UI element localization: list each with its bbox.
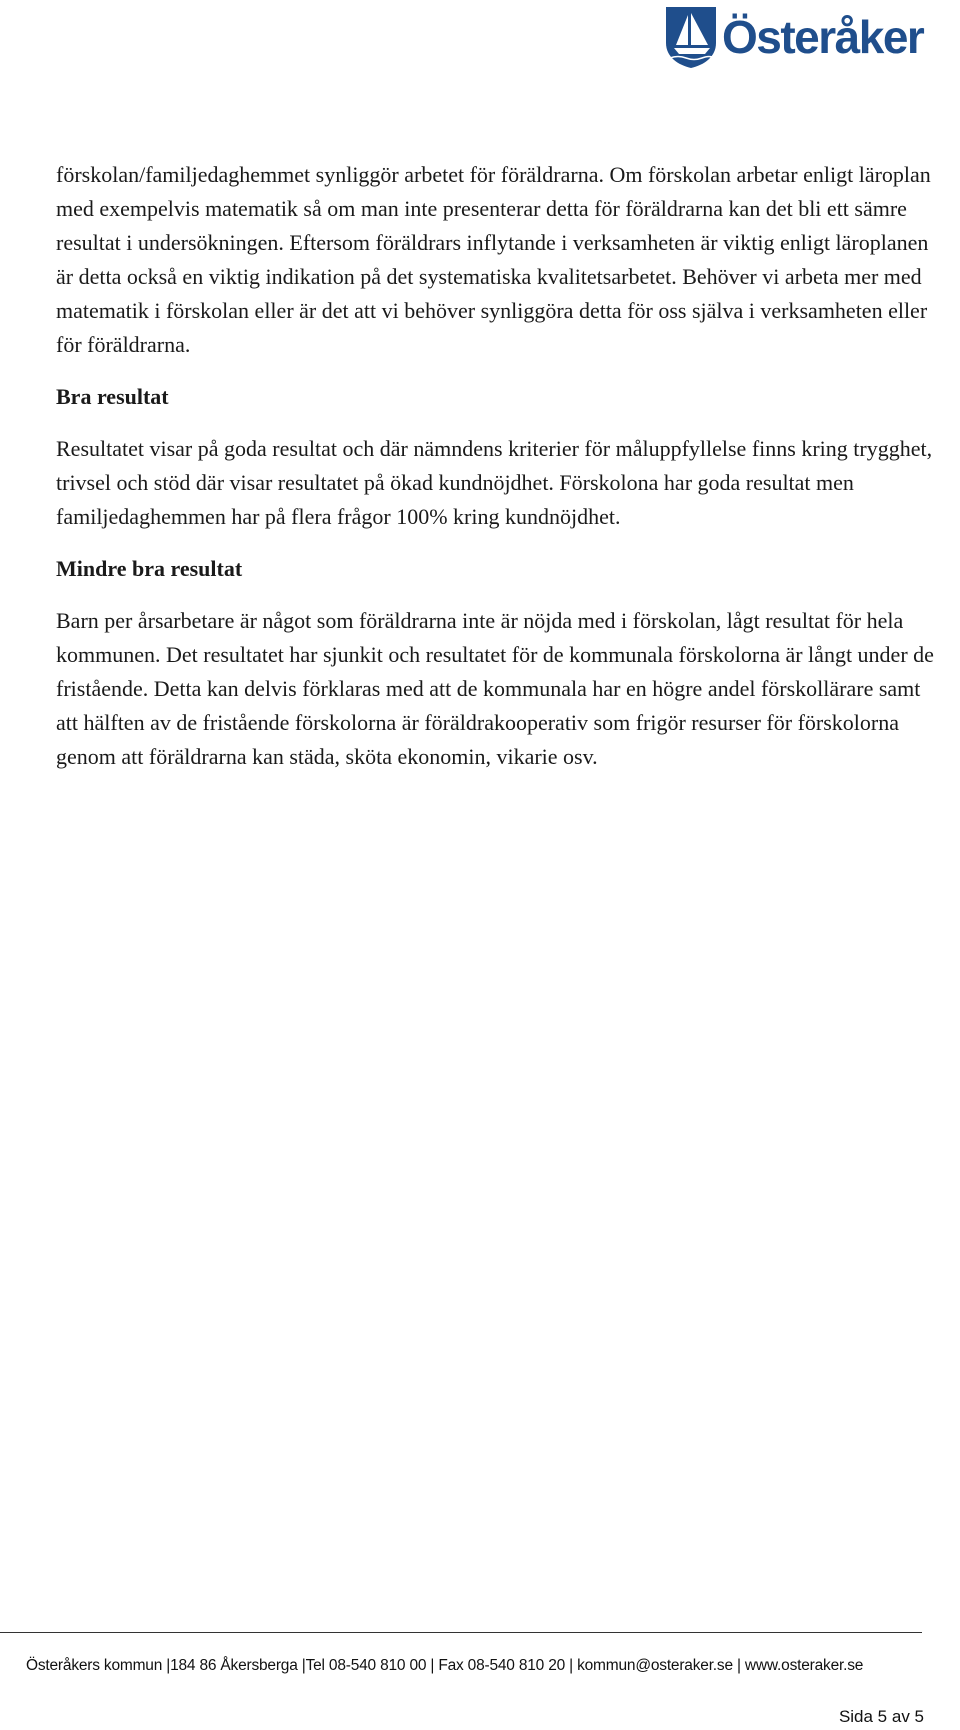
footer-divider bbox=[0, 1632, 922, 1633]
footer-contact-line: Österåkers kommun |184 86 Åkersberga |Tel 08-540 810 00 | Fax 08-540 810 20 | kommun@osteraker.se | www.osteraker.se bbox=[26, 1657, 864, 1674]
section-heading-bra-resultat: Bra resultat bbox=[56, 384, 169, 409]
section-heading-mindre-bra-resultat: Mindre bra resultat bbox=[56, 556, 243, 581]
page-number: Sida 5 av 5 bbox=[838, 1707, 924, 1726]
document-body bbox=[56, 158, 936, 774]
osteraker-logo bbox=[664, 5, 958, 69]
section-text-bra-resultat: Resultatet visar på goda resultat och där nämndens kriterier för måluppfyllelse finns kring trygghet, trivsel och stöd där visar resultatet på ökad kundnöjdhet. Förskolona har goda resultat men familjedaghemmen har på flera frågor 100% kring kundnöjdhet. bbox=[56, 436, 933, 529]
sailboat-shield-icon bbox=[664, 5, 718, 69]
intro-paragraph: förskolan/familjedaghemmet synliggör arbetet för föräldrarna. Om förskolan arbetar enligt läroplan med exempelvis matematik så om man inte presenterar detta för föräldrarna kan det bli ett sämre resultat i undersökningen. Eftersom föräldrars inflytande i verksamheten är viktig enligt läroplanen är detta också en viktig indikation på det systematiska kvalitetsarbetet. Behöver vi arbeta mer med matematik i förskolan eller är det att vi behöver synliggöra detta för oss själva i verksamheten eller för föräldrarna. bbox=[56, 162, 931, 357]
section-text-mindre-bra-resultat: Barn per årsarbetare är något som föräldrarna inte är nöjda med i förskolan, lågt resultat för hela kommunen. Det resultatet har sjunkit och resultatet för de kommunala förskolorna är långt under de fristående. Detta kan delvis förklaras med att de kommunala har en högre andel förskollärare samt att hälften av de fristående förskolorna är föräldrakooperativ som frigör resurser för förskolorna genom att föräldrarna kan städa, sköta ekonomin, vikarie osv. bbox=[56, 608, 934, 769]
logo-wordmark: Österåker bbox=[722, 11, 924, 63]
